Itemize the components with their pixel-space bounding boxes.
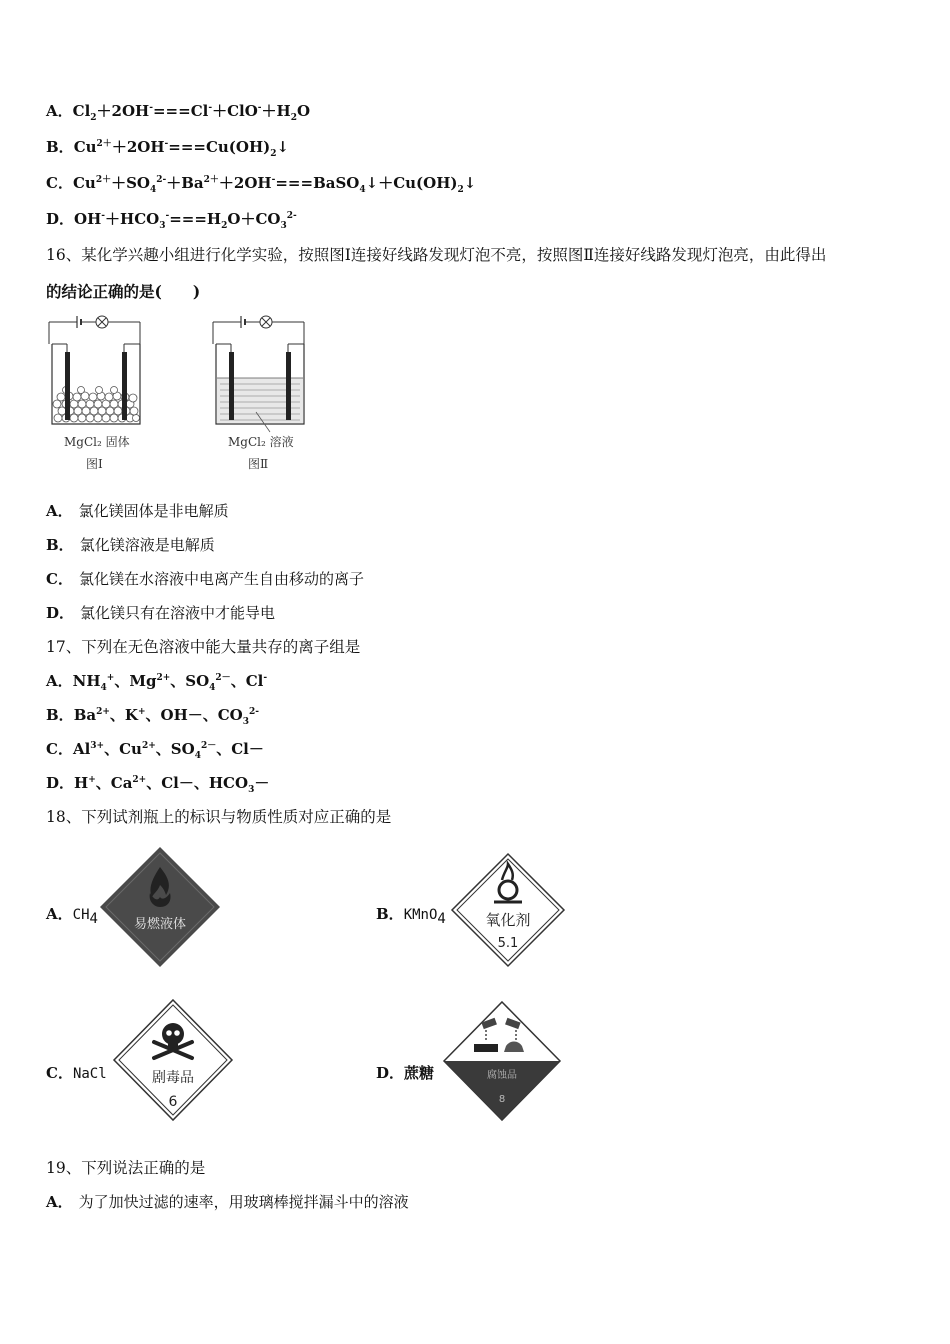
q16-option-b: B． 氯化镁溶液是电解质: [46, 536, 215, 554]
toxic-sign-number: 6: [168, 1094, 178, 1110]
q17-option-d: D．H+、$Ca^{2+}$、Cl－、$HCO_3-$: [46, 774, 270, 795]
q16-option-d: D． 氯化镁只有在溶液中才能导电: [46, 604, 276, 622]
q19-option-a: A． 为了加快过滤的速率，用玻璃棒搅拌漏斗中的溶液: [46, 1193, 409, 1211]
skull-icon: [162, 1023, 184, 1045]
corrosive-sign: [442, 1000, 562, 1122]
toxic-sign: [112, 998, 234, 1122]
q19-stem: 19、下列说法正确的是: [46, 1159, 206, 1177]
flammable-liquid-sign: [98, 845, 222, 969]
fig2-caption: 图Ⅱ: [248, 457, 269, 471]
figure-1-solid-mgcl2: [44, 312, 154, 477]
oxidizer-sign-number: 5.1: [497, 936, 519, 951]
q18-stem: 18、下列试剂瓶上的标识与物质性质对应正确的是: [46, 808, 392, 826]
corrosive-sign-number: 8: [498, 1094, 506, 1105]
fig2-label: MgCl₂ 溶液: [228, 435, 294, 449]
q16-stem-line1: 16、某化学兴趣小组进行化学实验，按照图Ⅰ连接好线路发现灯泡不亮，按照图Ⅱ连接好线路发现灯泡亮，由此得出: [46, 246, 827, 264]
skull-eye-right: [174, 1030, 180, 1036]
figure-2-mgcl2-solution: [208, 312, 318, 477]
q18-option-c: C．NaCl: [46, 1064, 107, 1082]
q18-option-a: A．$CH_4$: [46, 905, 98, 927]
q15-option-c: C．$Cu^{2+}+SO_4^{2-}+Ba^{2+}+2OH^-===BaSO_4↓+Cu(OH)_2↓$: [46, 174, 477, 195]
skull-eye-left: [166, 1030, 172, 1036]
fig1-caption: 图Ⅰ: [86, 457, 103, 471]
q17-option-a: A．$NH_4^+$、$Mg^{2+}$、$SO_4^{2-}$、Cl-: [46, 672, 268, 693]
q17-stem: 17、下列在无色溶液中能大量共存的离子组是: [46, 638, 361, 656]
toxic-sign-text: 剧毒品: [152, 1070, 194, 1086]
fig1-electrode-right: [122, 352, 127, 420]
corrosive-sign-text: 腐蚀品: [487, 1070, 517, 1081]
q17-option-b: B．$Ba^{2+}$、K+、OH－、$CO_3^{2-}$: [46, 706, 260, 727]
q16-option-c: C． 氯化镁在水溶液中电离产生自由移动的离子: [46, 570, 364, 588]
q15-option-a: A．$Cl_2+2OH^-===Cl^-+ClO^-+H_2O$: [46, 102, 311, 123]
q17-option-c: C．$Al^{3+}$、$Cu^{2+}$、$SO_4^{2-}$、Cl－: [46, 740, 264, 761]
q16-option-a: A． 氯化镁固体是非电解质: [46, 502, 229, 520]
oxidizer-sign-text: 氧化剂: [485, 911, 531, 929]
fig2-electrode-left: [229, 352, 234, 420]
fig1-electrode-left: [65, 352, 70, 420]
q18-option-b: B．KMnO$_4$: [376, 905, 446, 927]
q16-stem-line2: 的结论正确的是( ): [46, 282, 201, 301]
q18-option-d: D．蔗糖: [376, 1064, 435, 1082]
corrosive-surface-icon: [474, 1044, 498, 1052]
flammable-sign-text: 易燃液体: [133, 917, 187, 932]
oxidizer-sign: [450, 852, 566, 968]
q15-option-b: B．$Cu^{2+}+2OH^-===Cu(OH)_2↓$: [46, 138, 290, 159]
q15-option-d: D．$OH^-+HCO_3^-===H_2O+CO_3^{2-}$: [46, 210, 297, 231]
fig2-electrode-right: [286, 352, 291, 420]
fig1-label: MgCl₂ 固体: [64, 435, 130, 449]
